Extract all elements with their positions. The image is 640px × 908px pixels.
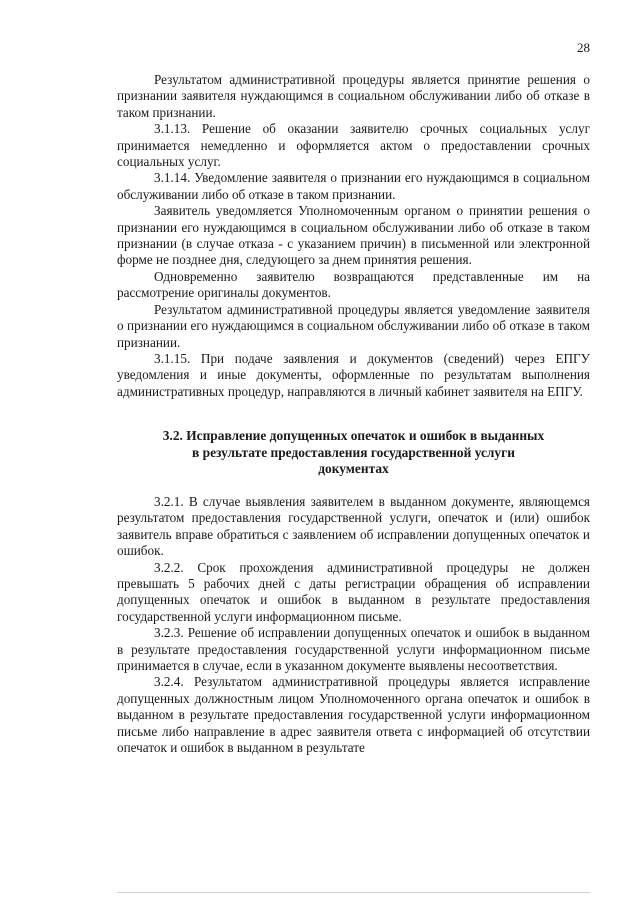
- section-heading-line: в результате предоставления государственной услуги: [192, 444, 515, 460]
- paragraph-3-2-2: 3.2.2. Срок прохождения административной процедуры не должен превышать 5 рабочих дней с даты регистрации обращения об исправлении допущенных опечаток и ошибок в выданном в результате предоставления государственной услуги информационном письме.: [117, 559, 590, 624]
- paragraph-documents-returned: Одновременно заявителю возвращаются представленные им на рассмотрение оригиналы документов.: [117, 268, 590, 301]
- section-heading-3-2: [117, 428, 590, 478]
- document-body: [117, 72, 590, 756]
- paragraph-3-1-14: 3.1.14. Уведомление заявителя о признании его нуждающимся в социальном обслуживании либо об отказе в таком признании.: [117, 170, 590, 202]
- paragraph-3-2-1: 3.2.1. В случае выявления заявителем в выданном документе, являющемся результатом предоставления государственной услуги, опечаток и (или) ошибок заявитель вправе обратиться с заявлением об исправлении допущенных опечаток и ошибок.: [117, 493, 590, 559]
- paragraph-3-1-13: 3.1.13. Решение об оказании заявителю срочных социальных услуг принимается немедленно и оформляется актом о предоставлении срочных социальных услуг.: [117, 121, 590, 170]
- paragraph-3-1-15: 3.1.15. При подаче заявления и документов (сведений) через ЕПГУ уведомления и иные документы, оформленные по результатам выполнения административных процедур, направляются в личный кабинет заявителя на ЕПГУ.: [117, 350, 590, 399]
- paragraph-3-2-4: 3.2.4. Результатом административной процедуры является исправление допущенных должностным лицом Уполномоченного органа опечаток и ошибок в выданном в результате предоставления государственной услуги информационном письме либо направление в адрес заявителя ответа с информацией об отсутствии опечаток и ошибок в выданном в результате: [117, 674, 590, 755]
- paragraph-result-recognition: Результатом административной процедуры является принятие решения о признании заявителя нуждающимся в социальном обслуживании либо об отказе в таком признании.: [117, 72, 590, 120]
- paragraph-3-2-3: 3.2.3. Решение об исправлении допущенных опечаток и ошибок в выданном в результате предоставления государственной услуги информационном письме принимается в случае, если в указанном документе выявлены несоответствия.: [117, 625, 590, 673]
- paragraph-result-notification: Результатом административной процедуры является уведомление заявителя о признании его нуждающимся в социальном обслуживании либо об отказе в таком признании.: [117, 301, 590, 350]
- paragraph-applicant-notified: Заявитель уведомляется Уполномоченным органом о принятии решения о признании его нуждающимся в социальном обслуживании либо об отказе в таком признании (в случае отказа - с указанием причин) в письменной или электронной форме не позднее дня, следующего за днем принятия решения.: [117, 203, 590, 268]
- section-heading-line: 3.2. Исправление допущенных опечаток и ошибок в выданных: [162, 428, 545, 444]
- page-bottom-rule: [117, 892, 590, 893]
- page-number: 28: [577, 40, 590, 55]
- section-heading-line: документах: [318, 461, 389, 477]
